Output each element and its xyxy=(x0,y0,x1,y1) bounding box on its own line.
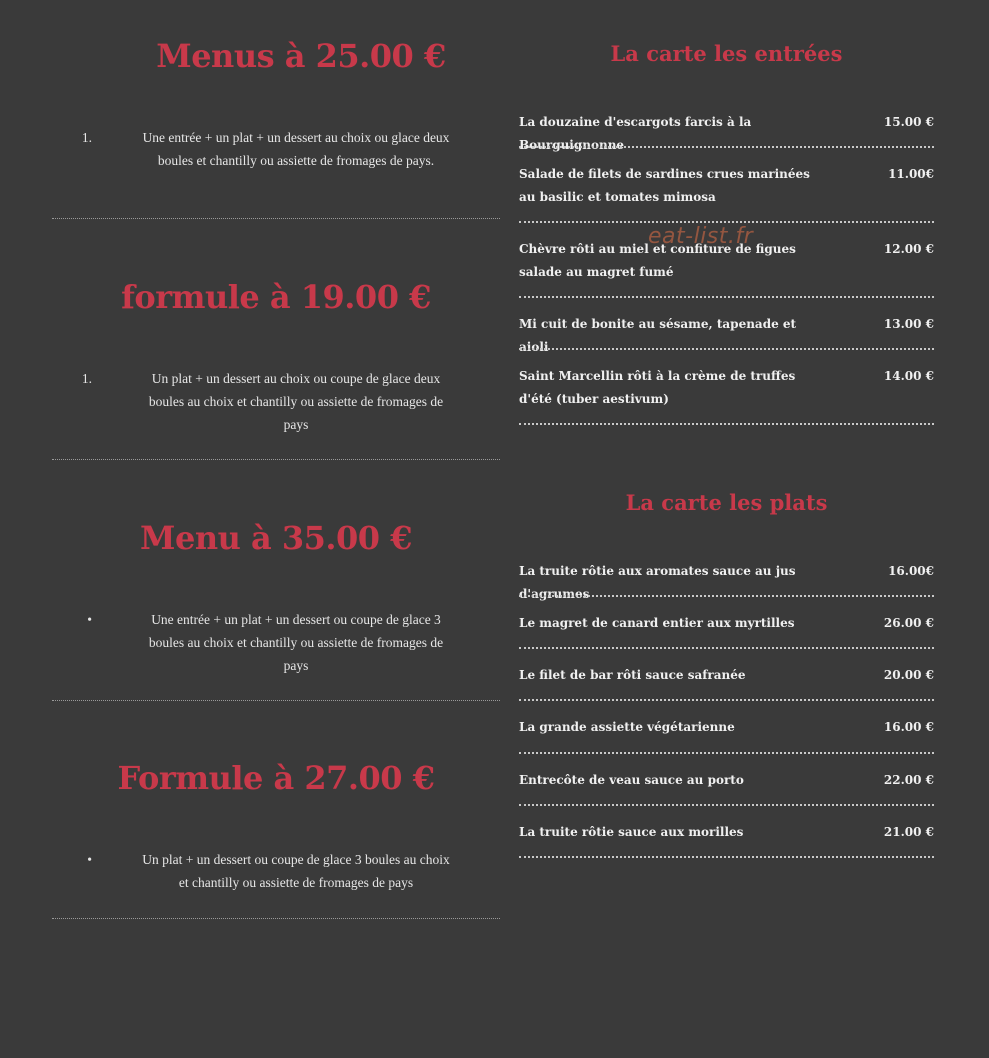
menu-text: Un plat + un dessert au choix ou coupe de glace deux boules au choix et chantilly ou assiette de fromages de pays xyxy=(148,371,444,432)
divider xyxy=(519,804,934,806)
dish-name: Salade de filets de sardines crues marinées au basilic et tomates mimosa xyxy=(519,167,810,204)
list-marker: 1. xyxy=(81,371,92,386)
dish-price: 26.00 € xyxy=(883,616,934,630)
dish-name: Mi cuit de bonite au sésame, tapenade et aioli xyxy=(519,317,797,354)
dish-name: La grande assiette végétarienne xyxy=(519,720,735,734)
menu-block xyxy=(52,277,500,436)
menu-description xyxy=(52,608,500,677)
menu-title: formule à 19.00 € xyxy=(121,278,431,316)
divider xyxy=(519,856,934,858)
divider xyxy=(519,647,934,649)
menu-title: Menus à 25.00 € xyxy=(156,37,446,75)
dish-row xyxy=(519,612,934,635)
dish-price: 21.00 € xyxy=(883,825,934,839)
divider xyxy=(519,221,934,223)
divider xyxy=(519,423,934,425)
divider xyxy=(52,700,500,701)
divider xyxy=(519,699,934,701)
dish-row xyxy=(519,821,934,844)
menu-block xyxy=(52,758,500,894)
menu-description xyxy=(52,848,500,894)
divider xyxy=(519,146,934,148)
dish-price: 12.00 € xyxy=(883,242,934,256)
menu-text: Un plat + un dessert ou coupe de glace 3 boules au choix et chantilly ou assiette de fromages de pays xyxy=(142,852,450,890)
menu-title: Menu à 35.00 € xyxy=(140,519,412,557)
dish-row xyxy=(519,664,934,687)
dish-row xyxy=(519,163,934,208)
divider xyxy=(519,595,934,597)
list-marker: • xyxy=(87,612,92,627)
dish-name: La truite rôtie aux aromates sauce au jus d'agrumes xyxy=(519,564,796,601)
dish-row xyxy=(519,769,934,792)
dish-name: Saint Marcellin rôti à la crème de truffes d'été (tuber aestivum) xyxy=(519,369,796,406)
dish-price: 14.00 € xyxy=(883,369,934,383)
section-title-entrees: La carte les entrées xyxy=(610,41,843,66)
dish-price: 15.00 € xyxy=(883,115,934,129)
dish-row xyxy=(519,313,934,358)
menu-description xyxy=(52,126,500,172)
dish-price: 16.00€ xyxy=(888,564,934,578)
menu-description xyxy=(52,367,500,436)
divider xyxy=(519,348,934,350)
list-marker: • xyxy=(87,852,92,867)
dish-row xyxy=(519,238,934,283)
dish-row xyxy=(519,560,934,605)
dish-price: 22.00 € xyxy=(883,773,934,787)
divider xyxy=(519,752,934,754)
dish-name: Le filet de bar rôti sauce safranée xyxy=(519,668,746,682)
section-title-plats: La carte les plats xyxy=(625,490,828,515)
dish-name: Le magret de canard entier aux myrtilles xyxy=(519,616,795,630)
menu-text: Une entrée + un plat + un dessert au choix ou glace deux boules et chantilly ou assiette de fromages de pays. xyxy=(142,130,450,168)
dish-price: 11.00€ xyxy=(888,167,934,181)
dish-name: Chèvre rôti au miel et confiture de figues salade au magret fumé xyxy=(519,242,796,279)
divider xyxy=(519,296,934,298)
dish-price: 20.00 € xyxy=(883,668,934,682)
dish-price: 13.00 € xyxy=(883,317,934,331)
dish-row xyxy=(519,111,934,156)
dish-name: Entrecôte de veau sauce au porto xyxy=(519,773,744,787)
watermark: eat-list.fr xyxy=(648,224,754,249)
menu-text: Une entrée + un plat + un dessert ou coupe de glace 3 boules au choix et chantilly ou assiette de fromages de pays xyxy=(148,612,444,673)
menu-block xyxy=(52,518,500,677)
list-marker: 1. xyxy=(81,130,92,145)
dish-row xyxy=(519,716,934,739)
menu-block xyxy=(52,36,500,172)
divider xyxy=(52,218,500,219)
menu-title: Formule à 27.00 € xyxy=(117,759,435,797)
dish-name: La douzaine d'escargots farcis à la Bourguignonne xyxy=(519,115,752,152)
dish-price: 16.00 € xyxy=(883,720,934,734)
dish-row xyxy=(519,365,934,410)
divider xyxy=(52,459,500,460)
dish-name: La truite rôtie sauce aux morilles xyxy=(519,825,744,839)
divider xyxy=(52,918,500,919)
